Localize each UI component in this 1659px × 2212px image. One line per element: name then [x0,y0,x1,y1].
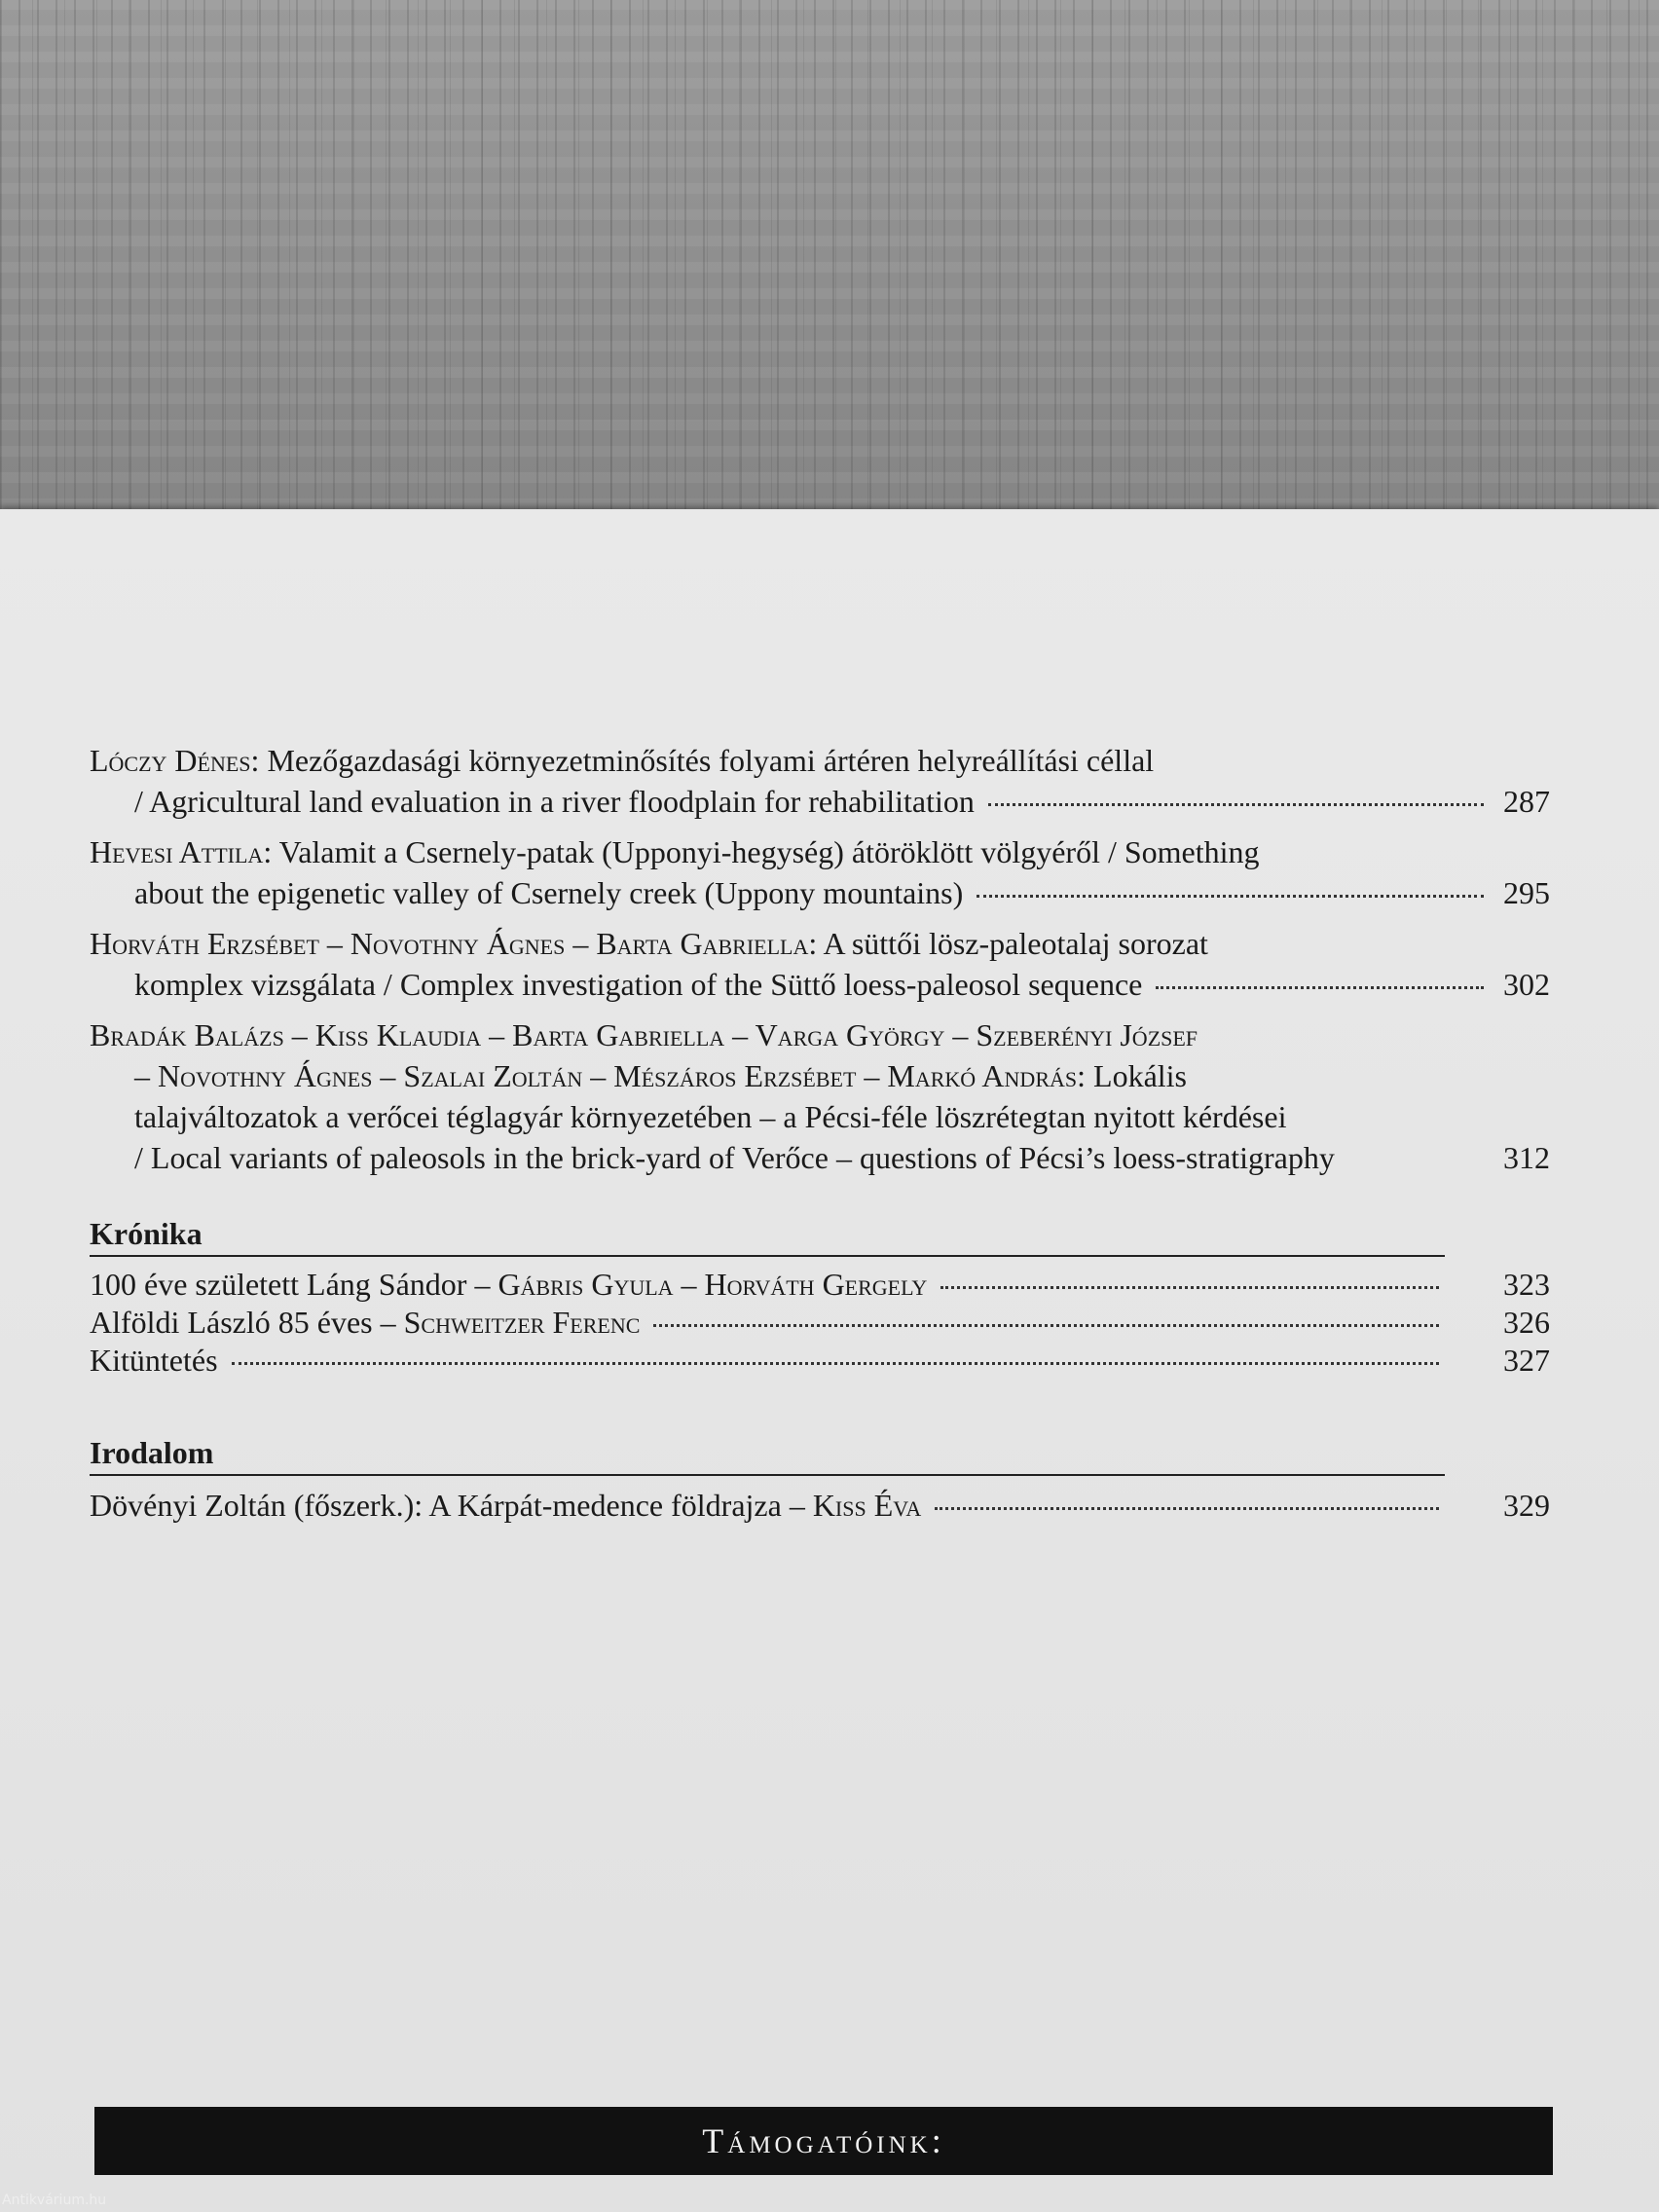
page-number: 323 [1503,1267,1550,1302]
entry-authors: Hevesi Attila [90,834,264,869]
page-number: 287 [1503,784,1550,819]
kronika-list [90,1266,1550,1380]
table-of-contents [90,740,1550,1188]
item-title: Dövényi Zoltán (főszerk.): A Kárpát-medence földrajza – [90,1488,813,1523]
toc-entry: Bradák Balázs – Kiss Klaudia – Barta Gabriella – Varga György – Szeberényi József – Novothny Ágnes – Szalai Zoltán – Mészáros Erzsébet – Markó András: Lokális talajváltozatok a verőcei téglagyár környezetében – a Pécsi-féle löszrétegtan nyitott kérdései / Local variants of paleosols in the brick-yard of Verőce – questions of Pécsi’s loess-stratigraphy 312 [90,1014,1550,1178]
section-heading-irodalom: Irodalom [90,1433,1445,1476]
entry-authors: Lóczy Dénes [90,743,251,778]
list-item [90,1342,1550,1380]
page-number: 329 [1503,1488,1550,1523]
item-author: Kiss Éva [812,1488,922,1523]
list-item [90,1266,1550,1304]
item-title: Alföldi László 85 éves – [90,1305,404,1340]
entry-title: Lokális [1093,1058,1187,1093]
entry-title-cont: komplex vizsgálata / Complex investigation of the Süttő loess-paleosol sequence [134,967,1143,1002]
leader-dots [1156,986,1484,989]
page-number: 312 [1503,1140,1550,1175]
entry-title-cont: / Local variants of paleosols in the brick-yard of Verőce – questions of Pécsi’s loess-stratigraphy [134,1140,1335,1175]
item-title: 100 éve született Láng Sándor – [90,1267,498,1302]
page-number: 326 [1503,1305,1550,1340]
leader-dots [653,1324,1439,1327]
entry-title: A süttői lösz-paleotalaj sorozat [823,926,1208,961]
leader-dots [940,1286,1439,1289]
item-title: Kitüntetés [90,1343,218,1378]
leader-dots [988,803,1484,806]
watermark: Antikvárium.hu [2,2193,107,2208]
irodalom-list [90,1487,1550,1525]
toc-entry: Hevesi Attila: Valamit a Csernely-patak (Upponyi-hegység) átöröklött völgyéről / Something about the epigenetic valley of Csernely creek (Uppony mountains) 295 [90,831,1550,913]
entry-authors: Horváth Erzsébet – Novothny Ágnes – Barta Gabriella [90,926,809,961]
entry-title-cont: / Agricultural land evaluation in a river floodplain for rehabilitation [134,784,975,819]
list-item [90,1487,1550,1525]
entry-title: Valamit a Csernely-patak (Upponyi-hegység) átöröklött völgyéről / Something [278,834,1260,869]
entry-authors: Bradák Balázs – Kiss Klaudia – Barta Gabriella – Varga György – Szeberényi József [90,1017,1198,1052]
banner-label: Támogatóink: [702,2121,945,2160]
entry-title-cont: talajváltozatok a verőcei téglagyár környezetében – a Pécsi-féle löszrétegtan nyitott kérdései [134,1099,1287,1134]
page-number: 295 [1503,875,1550,910]
toc-entry: Lóczy Dénes: Mezőgazdasági környezetminősítés folyami ártéren helyreállítási céllal / Agricultural land evaluation in a river floodplain for rehabilitation 287 [90,740,1550,822]
leader-dots [977,895,1484,898]
wood-background [0,0,1659,509]
entry-title-cont: about the epigenetic valley of Csernely creek (Uppony mountains) [134,875,964,910]
list-item [90,1304,1550,1342]
page-number: 327 [1503,1343,1550,1378]
section-heading-kronika: Krónika [90,1214,1445,1257]
supporters-banner [94,2107,1553,2175]
leader-dots [232,1362,1439,1365]
toc-entry: Horváth Erzsébet – Novothny Ágnes – Barta Gabriella: A süttői lösz-paleotalaj sorozat komplex vizsgálata / Complex investigation of the Süttő loess-paleosol sequence 302 [90,923,1550,1005]
entry-title: Mezőgazdasági környezetminősítés folyami ártéren helyreállítási céllal [267,743,1155,778]
item-author: Schweitzer Ferenc [403,1305,641,1340]
entry-authors-cont: – Novothny Ágnes – Szalai Zoltán – Mészáros Erzsébet – Markó András [134,1058,1078,1093]
item-author: Gábris Gyula – Horváth Gergely [498,1267,928,1302]
leader-dots [935,1507,1439,1510]
page-number: 302 [1503,967,1550,1002]
